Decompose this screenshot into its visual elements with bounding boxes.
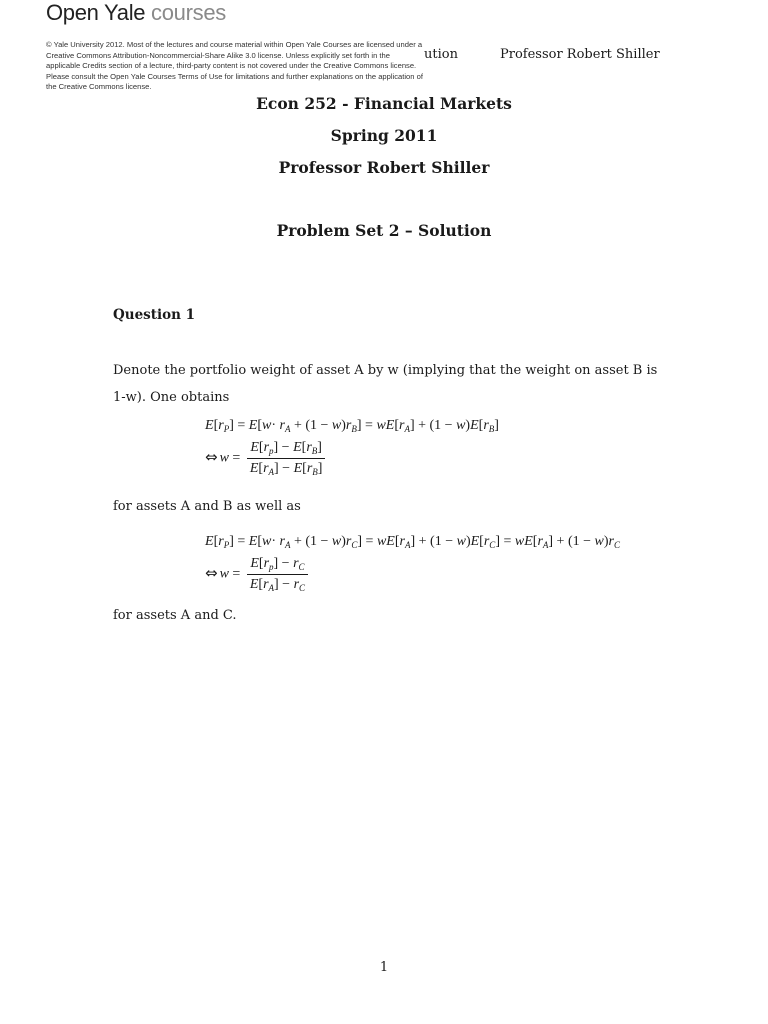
logo-sub: courses [151,0,226,25]
header-title-fragment: ution [424,47,458,62]
ending-text: for assets A and C. [113,608,237,623]
equation-weight-ac: ⇔ w = $\frac{E[r_p] - r_C}{E[r_A] - r_C}$ [205,556,308,593]
question-heading: Question 1 [113,307,196,323]
open-yale-courses-logo [46,0,226,26]
course-title: Econ 252 - Financial Markets [256,94,512,113]
problem-set-title: Problem Set 2 – Solution [276,221,492,240]
fraction-weight-ac: $\frac{E[r_p] - r_C}{E[r_A] - r_C}$ [247,556,308,593]
equation-expected-return-ac: $E[r_P] = E[w\cdot r_A + (1 - w)r_C] = wE[r_A] + (1 - w)E[r_C] = wE[r_A] + (1 - w)r_C$ [205,534,620,550]
page-number: 1 [379,960,389,975]
equation-weight-ab: ⇔ w = $\frac{E[r_p] - E[r_B]}{E[r_A] - E[r_B]}$ [205,440,325,477]
question-intro: Denote the portfolio weight of asset A by w (implying that the weight on asset B is 1-w). One obtains [113,363,658,405]
between-text: for assets A and B as well as [113,499,301,514]
license-notice: © Yale University 2012. Most of the lectures and course material within Open Yale Courses are licensed under a Creative Commons Attribution-Noncommercial-Share Alike 3.0 license. Unless explicitly set forth in the applicable Credits section of a lecture, third-party content is not covered under the Creative Commons license. Please consult the Open Yale Courses Terms of Use for limitations and further explanations on the application of the Creative Commons license. [46,40,423,91]
term-title: Spring 2011 [330,126,438,145]
equation-expected-return-ab: $E[r_P] = E[w\cdot r_A + (1 - w)r_B] = wE[r_A] + (1 - w)E[r_B]$ [205,418,499,434]
professor-title: Professor Robert Shiller [278,158,490,177]
fraction-weight-ab: $\frac{E[r_p] - E[r_B]}{E[r_A] - E[r_B]}$ [247,440,326,477]
header-professor: Professor Robert Shiller [500,47,660,62]
logo-main: Open Yale [46,0,146,25]
